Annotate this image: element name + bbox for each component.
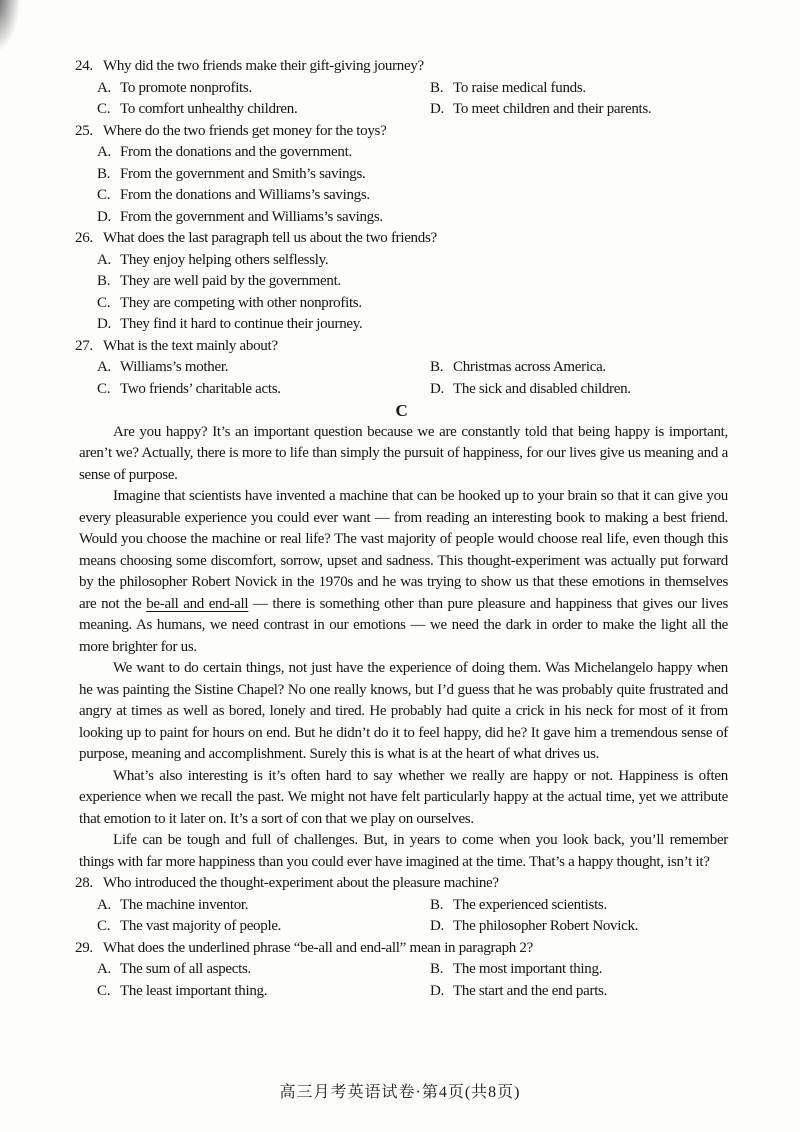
option-label: A. — [97, 359, 111, 375]
passage-text: Imagine that scientists have invented a machine that can be hooked up to your brain so that it can give you every pleasurable experience you could ever want — from reading an interesting book to making a best friend. Would you choose the machine or real life? The vast majority of people would choose real life, even though this means choosing some discomfort, sorrow, upset and sadness. This thought-experiment was actually put forward by the philosopher Robert Novick in the 1970s and he was trying to show us that these emotions in themselves are not the — [79, 488, 728, 612]
option-label: B. — [430, 896, 444, 913]
question-text: What does the underlined phrase “be-all and end-all” mean in paragraph 2? — [103, 939, 533, 956]
option-text: The sick and disabled children. — [453, 380, 631, 397]
question-stem — [75, 121, 728, 143]
passage-paragraph — [79, 422, 728, 487]
question-text: What is the text mainly about? — [103, 337, 278, 354]
option-label: B. — [430, 79, 444, 96]
questions-section-bottom — [75, 873, 728, 1002]
option-label: C. — [97, 101, 111, 117]
option-text: From the government and Smith’s savings. — [120, 165, 366, 182]
option-label: A. — [97, 896, 111, 913]
page-content — [75, 56, 728, 1002]
question-text: Why did the two friends make their gift-giving journey? — [103, 58, 424, 74]
option-d — [97, 207, 728, 229]
question-stem — [75, 336, 728, 358]
question-28 — [75, 873, 728, 938]
option-label: A. — [97, 79, 111, 96]
option-text: The sum of all aspects. — [120, 961, 251, 977]
passage-paragraph — [79, 830, 728, 873]
option-text: From the donations and the government. — [120, 144, 352, 160]
option-a — [97, 895, 430, 917]
option-label: D. — [97, 208, 111, 225]
question-29 — [75, 938, 728, 1003]
option-text: They find it hard to continue their journey. — [120, 316, 363, 332]
passage-text: Life can be tough and full of challenges. But, in years to come when you look back, you’ll remember things with far more happiness than you could ever have imagined at the time. That’s a happy thought, isn’t it? — [79, 832, 728, 870]
option-label: A. — [97, 144, 111, 160]
option-text: The machine inventor. — [120, 896, 249, 913]
question-options — [97, 357, 728, 400]
question-26 — [75, 228, 728, 336]
option-label: D. — [430, 380, 444, 397]
option-text: The experienced scientists. — [453, 896, 607, 913]
underlined-phrase: be-all and end-all — [146, 595, 249, 612]
option-b — [430, 357, 728, 379]
passage-text: — there is something other than pure pleasure and happiness that gives our lives meaning. As humans, we need contrast in our emotions — we need the dark in order to make the light all the more brighter for us. — [79, 595, 728, 655]
questions-section-top — [75, 56, 728, 400]
option-label: D. — [430, 101, 444, 117]
question-number: 26. — [75, 230, 93, 246]
option-label: C. — [97, 380, 111, 397]
question-stem — [75, 56, 728, 78]
option-b — [430, 78, 728, 100]
option-text: To comfort unhealthy children. — [120, 101, 298, 117]
option-a — [97, 357, 430, 379]
question-25 — [75, 121, 728, 229]
option-text: Two friends’ charitable acts. — [120, 380, 281, 397]
option-d — [430, 981, 728, 1003]
option-text: The least important thing. — [120, 982, 268, 999]
question-options — [97, 250, 728, 336]
passage-section-heading: C — [395, 401, 408, 420]
question-stem — [75, 938, 728, 960]
option-text: To raise medical funds. — [453, 79, 586, 96]
question-options — [97, 142, 728, 228]
question-options — [97, 959, 728, 1002]
option-text: They are well paid by the government. — [120, 273, 341, 289]
option-label: D. — [430, 918, 444, 934]
option-label: A. — [97, 961, 111, 977]
question-number: 29. — [75, 939, 93, 956]
page-footer: 高三月考英语试卷·第4页(共8页) — [279, 1084, 521, 1101]
question-stem — [75, 873, 728, 895]
option-label: B. — [97, 165, 111, 182]
passage-paragraph — [79, 658, 728, 766]
option-text: The start and the end parts. — [453, 982, 608, 999]
option-label: A. — [97, 251, 111, 268]
option-text: They are competing with other nonprofits. — [120, 294, 362, 311]
option-text: From the donations and Williams’s savings. — [120, 187, 370, 203]
question-options — [97, 895, 728, 938]
question-24 — [75, 56, 728, 121]
option-text: The vast majority of people. — [120, 918, 282, 934]
option-d — [430, 99, 728, 121]
question-text: Where do the two friends get money for the toys? — [103, 122, 387, 139]
option-c — [97, 185, 728, 207]
option-label: C. — [97, 294, 111, 311]
option-c — [97, 99, 430, 121]
option-a — [97, 78, 430, 100]
option-text: The philosopher Robert Novick. — [453, 918, 639, 934]
option-a — [97, 959, 430, 981]
option-label: B. — [430, 359, 444, 375]
option-b — [97, 271, 728, 293]
option-text: To promote nonprofits. — [120, 79, 252, 96]
option-b — [430, 959, 728, 981]
option-c — [97, 379, 430, 401]
option-text: Christmas across America. — [453, 359, 606, 375]
option-label: C. — [97, 918, 111, 934]
option-text: To meet children and their parents. — [453, 101, 652, 117]
question-number: 25. — [75, 122, 93, 139]
option-d — [97, 314, 728, 336]
option-d — [430, 379, 728, 401]
question-number: 27. — [75, 337, 93, 354]
passage-text: We want to do certain things, not just have the experience of doing them. Was Michelangelo happy when he was painting the Sistine Chapel? No one really knows, but I’d guess that he was probably quite frustrated and angry at times as well as bored, lonely and tired. He probably had quite a crick in his neck for most of it from looking up to paint for hours on end. But he didn’t do it to feel happy, did he? It gave him a tremendous sense of purpose, meaning and accomplishment. Surely this is what is at the heart of what drives us. — [79, 660, 728, 762]
option-a — [97, 142, 728, 164]
question-stem — [75, 228, 728, 250]
option-c — [97, 916, 430, 938]
option-label: C. — [97, 187, 111, 203]
option-text: From the government and Williams’s savings. — [120, 208, 383, 225]
option-d — [430, 916, 728, 938]
passage-paragraph — [79, 486, 728, 658]
option-label: D. — [97, 316, 111, 332]
option-c — [97, 981, 430, 1003]
option-text: Williams’s mother. — [120, 359, 229, 375]
question-text: Who introduced the thought-experiment about the pleasure machine? — [103, 875, 499, 891]
option-label: C. — [97, 982, 111, 999]
question-number: 28. — [75, 875, 93, 891]
option-label: D. — [430, 982, 444, 999]
scanner-smudge-artifact — [0, 0, 20, 52]
option-label: B. — [430, 961, 444, 977]
passage-paragraph — [79, 766, 728, 831]
question-27 — [75, 336, 728, 401]
question-options — [97, 78, 728, 121]
option-text: The most important thing. — [453, 961, 603, 977]
passage-text: Are you happy? It’s an important question because we are constantly told that being happy is important, aren’t we? Actually, there is more to life than simply the pursuit of happiness, for our lives give us meaning and a sense of purpose. — [79, 423, 728, 483]
option-c — [97, 293, 728, 315]
option-text: They enjoy helping others selflessly. — [120, 251, 329, 268]
option-a — [97, 250, 728, 272]
question-text: What does the last paragraph tell us about the two friends? — [103, 230, 437, 246]
reading-passage — [79, 422, 728, 874]
question-number: 24. — [75, 58, 93, 74]
option-label: B. — [97, 273, 111, 289]
option-b — [430, 895, 728, 917]
passage-text: What’s also interesting is it’s often hard to say whether we really are happy or not. Happiness is often experience when we recall the past. We might not have felt particularly happy at the actual time, yet we attribute that emotion to it later on. It’s a sort of con that we play on ourselves. — [79, 767, 728, 827]
option-b — [97, 164, 728, 186]
